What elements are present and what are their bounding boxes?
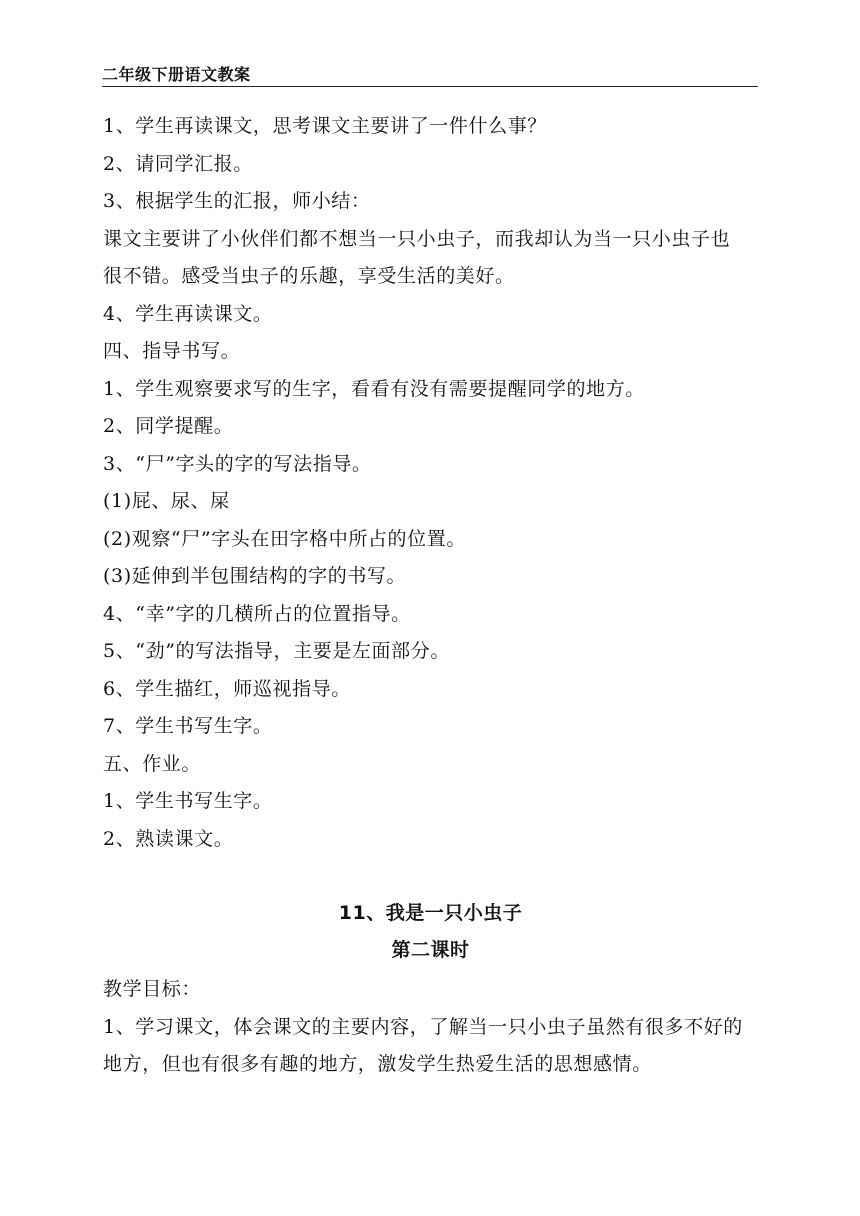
text-line: 3、根据学生的汇报，师小结： (103, 190, 371, 212)
text-line: (3)延伸到半包围结构的字的书写。 (103, 565, 407, 587)
text-line: 6、学生描红，师巡视指导。 (103, 677, 351, 700)
objectives-heading: 教学目标： (103, 978, 202, 1000)
objectives-body (103, 971, 763, 1084)
text-line: 5、“劲”的写法指导，主要是左面部分。 (103, 640, 450, 662)
header-title: 二年级下册语文教案 (102, 65, 251, 84)
text-line: 1、学生再读课文，思考课文主要讲了一件什么事？ (103, 115, 547, 137)
text-line: 1、学生观察要求写的生字，看看有没有需要提醒同学的地方。 (103, 377, 645, 400)
lesson-title: 11、我是一只小虫子 (338, 902, 523, 924)
text-line: (1)屁、尿、屎 (103, 490, 230, 512)
text-line: (2)观察“尸”字头在田字格中所占的位置。 (103, 527, 466, 550)
text-line: 1、学习课文，体会课文的主要内容，了解当一只小虫子虽然有很多不好的 (103, 1015, 743, 1038)
text-line: 课文主要讲了小伙伴们都不想当一只小虫子，而我却认为当一只小虫子也 (103, 227, 731, 250)
section-heading: 四、指导书写。 (103, 340, 241, 362)
text-line: 地方，但也有很多有趣的地方，激发学生热爱生活的思想感情。 (103, 1053, 652, 1075)
text-line: 2、同学提醒。 (103, 415, 234, 437)
section-heading: 五、作业。 (103, 752, 202, 775)
text-line: 3、“尸”字头的字的写法指导。 (103, 452, 372, 475)
text-line: 7、学生书写生字。 (103, 715, 273, 737)
text-line: 4、学生再读课文。 (103, 302, 273, 325)
lesson-subtitle: 第二课时 (391, 939, 470, 961)
text-line: 4、“幸”字的几横所占的位置指导。 (103, 602, 411, 625)
lesson-body (103, 108, 763, 858)
lesson-title-block (103, 895, 758, 969)
text-line: 2、熟读课文。 (103, 827, 234, 850)
text-line: 2、请同学汇报。 (103, 152, 253, 175)
text-line: 很不错。感受当虫子的乐趣，享受生活的美好。 (103, 265, 515, 287)
page-header (102, 58, 758, 87)
text-line: 1、学生书写生字。 (103, 790, 273, 812)
